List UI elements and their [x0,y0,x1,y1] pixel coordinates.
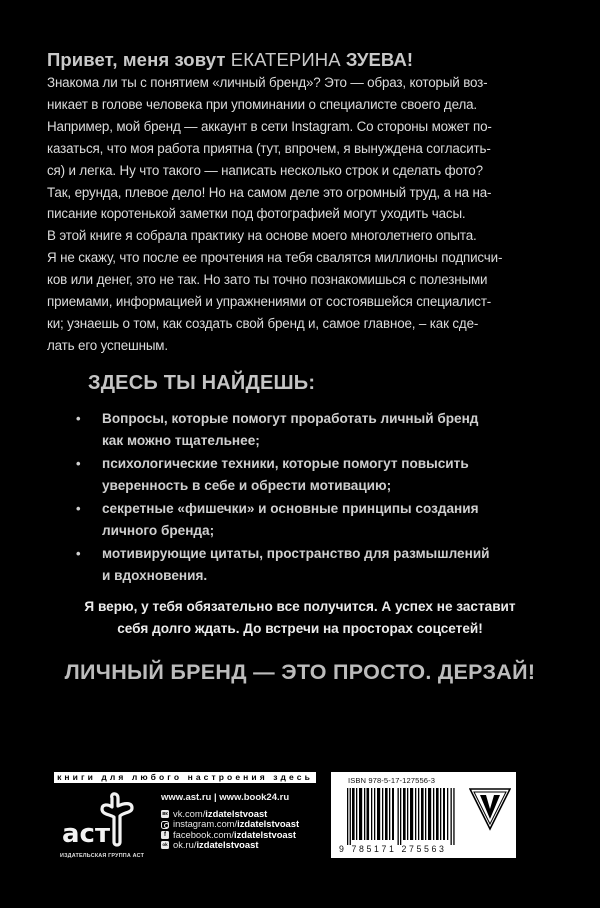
features-section [76,370,558,588]
bullet-icon: • [76,546,81,561]
paragraph-line: лать его успешным. [47,337,168,353]
ast-logo-icon [60,790,150,852]
odnoklassniki-icon: ok [162,842,168,848]
social-prefix: ok.ru/ [173,839,197,851]
feature-line: мотивирующие цитаты, пространство для размышлений [102,546,490,561]
isbn-number: ISBN 978-5-17-127556-3 [348,776,436,785]
publisher-banner: книги для любого настроения здесь [54,772,316,783]
features-heading: ЗДЕСЬ ТЫ НАЙДЕШЬ: [88,372,316,394]
bullet-icon: • [76,411,81,426]
slogan: ЛИЧНЫЙ БРЕНД — ЭТО ПРОСТО. ДЕРЗАЙ! [64,660,536,684]
publisher-name: ИЗДАТЕЛЬСКАЯ ГРУППА АСТ [60,853,145,859]
feature-item [76,408,558,451]
feature-line: и вдохновения. [102,567,208,583]
paragraph-line: ки; узнаешь о том, как создать свой бренд и, самое главное, – как сде- [47,315,479,331]
bullet-icon: • [76,456,81,471]
publisher-logo [60,790,150,870]
closing-line: себя долго ждать. До встречи на просторах соцсетей! [117,621,483,636]
paragraph-line: ся) и легка. Ну что такого — написать несколько строк и сделать фото? [47,162,483,178]
social-handle: izdatelstvoast [237,818,300,830]
paragraph-line: Знакома ли ты с понятием «личный бренд»? Это — образ, который воз- [47,75,488,90]
isbn-barcode-box [331,772,516,858]
paragraph-line: Так, ерунда, плевое дело! Но на самом деле это огромный труд, а на на- [47,184,492,200]
closing-line: Я верю, у тебя обязательно все получится. А успех не заставит [84,599,516,614]
instagram-icon [161,821,169,829]
feature-line: личного бренда; [102,522,215,538]
paragraph-line: Я не скажу, что после ее прочтения на тебя свалятся миллионы подписчи- [47,250,503,266]
paragraph-line: никает в голове человека при упоминании о специалисте своего дела. [47,96,477,112]
bullet-icon: • [76,501,81,516]
author-greeting [47,48,567,72]
paragraph-line: писание коротенькой заметки под фотографией могут уходить часы. [47,206,466,222]
social-handle: izdatelstvoast [205,808,268,819]
feature-line: секретные «фишечки» и основные принципы создания [102,501,479,516]
feature-line: Вопросы, которые помогут проработать личный бренд [102,411,479,426]
intro-section [47,48,567,357]
closing-message [0,596,600,640]
feature-line: психологические техники, которые помогут повысить [102,456,469,471]
publisher-links [161,792,299,851]
paragraph-line: В этой книге я собрала практику на основе моего многолетнего опыта. [47,228,477,244]
social-prefix: facebook.com/ [173,828,234,840]
social-prefix: vk.com/ [173,808,206,819]
feature-item [76,498,558,541]
feature-line: уверенность в себе и обрести мотивацию; [102,477,392,493]
author-last-name: ЗУЕВА! [345,49,414,70]
vk-icon: вк [162,811,168,818]
social-handle: izdatelstvoast [196,839,259,851]
features-list [76,408,558,586]
social-prefix: instagram.com/ [173,818,238,830]
paragraph-line: приемами, информацией и упражнениями от состоявшейся специалист- [47,294,492,310]
barcode-digits: 9 785171 275563 [339,844,447,854]
svg-text:аст: аст [62,819,111,849]
paragraph-line: Например, мой бренд — аккаунт в сети Instagram. Со стороны может по- [47,118,492,134]
feature-line: как можно тщательнее; [102,432,260,448]
barcode-icon [347,788,455,845]
paragraph-line: казаться, что моя работа приятна (тут, впрочем, я вынуждена согласить- [47,140,491,156]
author-first-name: ЕКАТЕРИНА [230,49,341,70]
feature-item [76,453,558,496]
paragraph-line: ков или денег, это не так. Но зато ты точно познакомишься с полезными [47,272,488,288]
age-rating-icon [469,787,511,831]
greeting-text: Привет, меня зовут [47,49,226,70]
intro-paragraph [47,72,567,357]
social-handle: izdatelstvoast [233,828,296,840]
website-links[interactable]: www.ast.ru | www.book24.ru [161,792,290,803]
social-link-ok[interactable] [161,840,299,850]
facebook-icon: f [161,831,169,839]
feature-item [76,543,558,586]
